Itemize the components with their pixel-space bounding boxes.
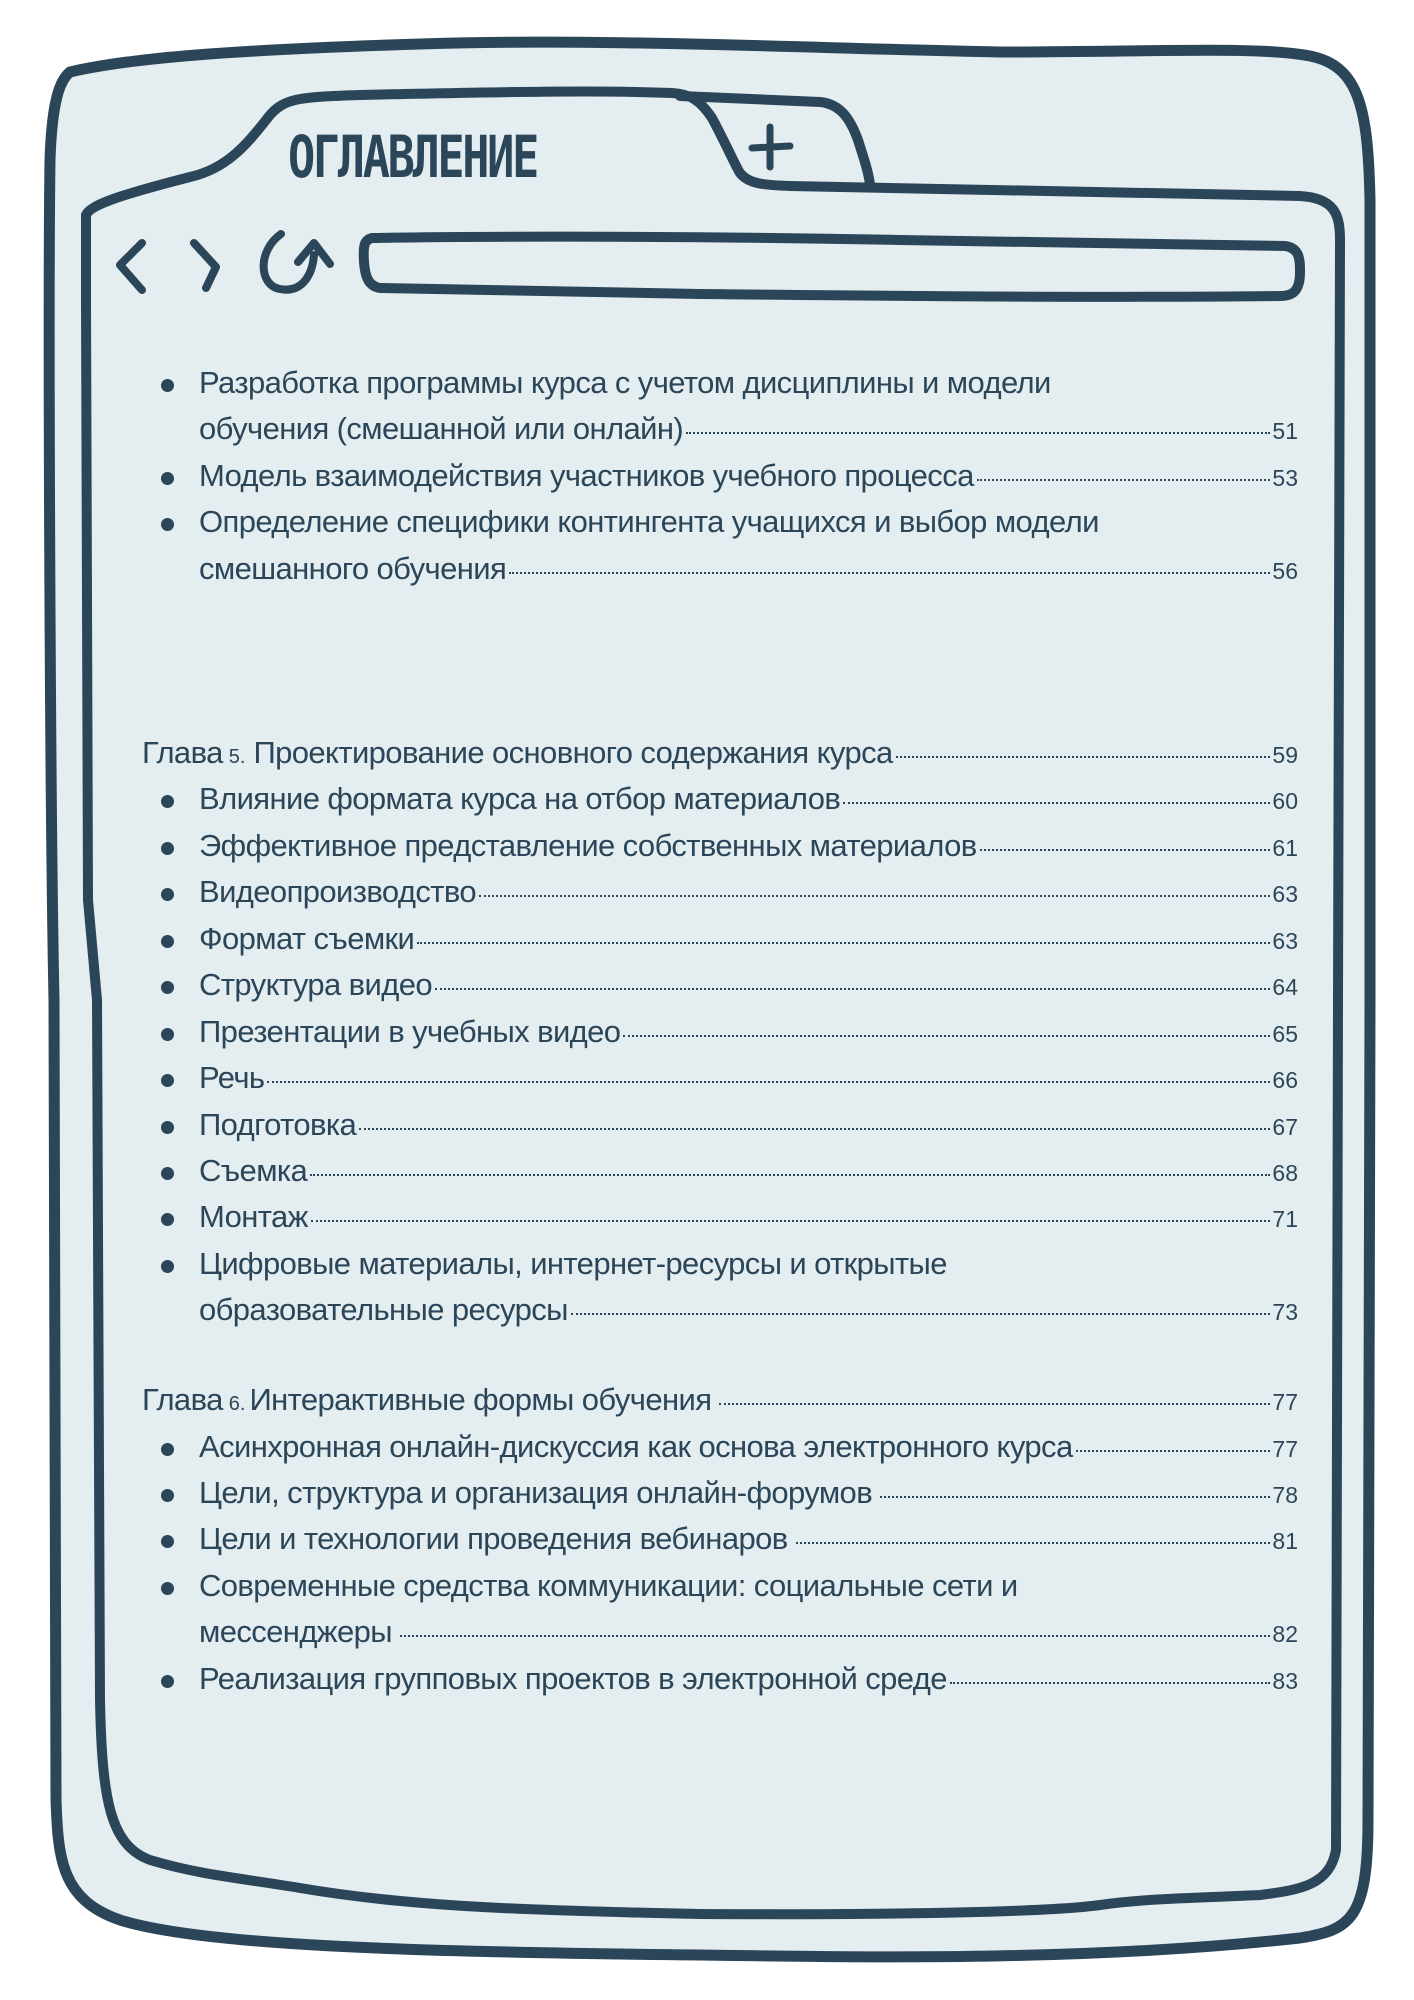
toc-item-text: Речь — [199, 1060, 265, 1095]
toc-item[interactable] — [0, 360, 1414, 406]
bullet-icon — [161, 1213, 174, 1226]
bullet-icon — [161, 1167, 174, 1180]
toc-item-text: Цифровые материалы, интернет-ресурсы и открытые — [199, 1246, 947, 1281]
bullet-icon — [161, 379, 174, 392]
toc-item-text: Асинхронная онлайн-дискуссия как основа электронного курса — [199, 1429, 1073, 1464]
dot-leader — [719, 1403, 1270, 1405]
bullet-icon — [161, 981, 174, 994]
toc-item-text: смешанного обучения — [199, 551, 507, 586]
page-number: 71 — [1272, 1206, 1298, 1232]
page-number: 73 — [1272, 1299, 1298, 1325]
toc-item[interactable] — [0, 1102, 1414, 1148]
page-number: 65 — [1272, 1021, 1298, 1047]
forward-button[interactable] — [188, 235, 228, 295]
toc-item-continuation[interactable] — [0, 1287, 1414, 1333]
dot-leader — [509, 572, 1270, 574]
dot-leader — [310, 1174, 1270, 1176]
toc-item-text: Современные средства коммуникации: социальные сети и — [199, 1568, 1018, 1603]
page-number: 82 — [1272, 1621, 1298, 1647]
dot-leader — [843, 802, 1270, 804]
dot-leader — [880, 1496, 1270, 1498]
toc-item[interactable] — [0, 1424, 1414, 1470]
new-tab-button[interactable] — [748, 122, 794, 168]
toc-item-text: Влияние формата курса на отбор материалов — [199, 781, 841, 816]
page-number: 63 — [1272, 881, 1298, 907]
toc-item-text: Определение специфики контингента учащихся и выбор модели — [199, 504, 1099, 539]
bullet-icon — [161, 472, 174, 485]
bullet-icon — [161, 518, 174, 531]
page-number: 51 — [1272, 418, 1298, 444]
chapter-number: 6. — [228, 1393, 246, 1415]
toc-item-continuation[interactable] — [0, 1609, 1414, 1655]
toc-item[interactable] — [0, 916, 1414, 962]
page-number: 67 — [1272, 1114, 1298, 1140]
chapter-prefix: Глава — [142, 1382, 223, 1417]
page-number: 83 — [1272, 1668, 1298, 1694]
toc-item[interactable] — [0, 1470, 1414, 1516]
dot-leader — [796, 1542, 1271, 1544]
bullet-icon — [161, 935, 174, 948]
dot-leader — [417, 942, 1270, 944]
toc-item[interactable] — [0, 1194, 1414, 1240]
page-number: 53 — [1272, 465, 1298, 491]
dot-leader — [311, 1220, 1271, 1222]
bullet-icon — [161, 795, 174, 808]
bullet-icon — [161, 888, 174, 901]
chapter-heading-5[interactable] — [0, 730, 1414, 776]
chapter-number: 5. — [228, 746, 246, 768]
toc-item-continuation[interactable] — [0, 546, 1414, 592]
toc-item[interactable] — [0, 1148, 1414, 1194]
back-button[interactable] — [112, 235, 152, 295]
tab-title[interactable]: ОГЛАВЛЕНИЕ — [288, 123, 537, 191]
dot-leader — [571, 1313, 1271, 1315]
page-number: 64 — [1272, 974, 1298, 1000]
address-bar-input[interactable] — [362, 234, 1297, 296]
page-number: 77 — [1272, 1389, 1298, 1415]
page-number: 78 — [1272, 1482, 1298, 1508]
chapter-prefix: Глава — [142, 735, 223, 770]
toc-item-text: Цели и технологии проведения вебинаров — [199, 1521, 788, 1556]
toc-item-text: Цели, структура и организация онлайн-форумов — [199, 1475, 873, 1510]
dot-leader — [479, 895, 1270, 897]
toc-item[interactable] — [0, 1055, 1414, 1101]
toc-item-text: образовательные ресурсы — [199, 1292, 568, 1327]
dot-leader — [980, 849, 1271, 851]
toc-item-text: Реализация групповых проектов в электронной среде — [199, 1661, 947, 1696]
bullet-icon — [161, 1074, 174, 1087]
dot-leader — [896, 756, 1271, 758]
page-number: 68 — [1272, 1160, 1298, 1186]
toc-item[interactable] — [0, 453, 1414, 499]
page-number: 56 — [1272, 558, 1298, 584]
bullet-icon — [161, 1582, 174, 1595]
chapter-heading-6[interactable] — [0, 1377, 1414, 1423]
toc-item[interactable] — [0, 1516, 1414, 1562]
page-number: 81 — [1272, 1528, 1298, 1554]
page-number: 63 — [1272, 928, 1298, 954]
bullet-icon — [161, 1489, 174, 1502]
toc-item-text: Эффективное представление собственных материалов — [199, 828, 977, 863]
toc-item[interactable] — [0, 499, 1414, 545]
toc-item-text: Видеопроизводство — [199, 874, 476, 909]
toc-item[interactable] — [0, 776, 1414, 822]
toc-item[interactable] — [0, 1009, 1414, 1055]
toc-item-text: Формат съемки — [199, 921, 415, 956]
toc-item[interactable] — [0, 1656, 1414, 1702]
reload-button[interactable] — [255, 235, 335, 295]
toc-item-text: Структура видео — [199, 967, 433, 1002]
toc-item-text: Модель взаимодействия участников учебного процесса — [199, 458, 974, 493]
bullet-icon — [161, 1675, 174, 1688]
toc-item-text: Разработка программы курса с учетом дисциплины и модели — [199, 365, 1051, 400]
bullet-icon — [161, 1535, 174, 1548]
bullet-icon — [161, 1260, 174, 1273]
bullet-icon — [161, 842, 174, 855]
page-number: 66 — [1272, 1067, 1298, 1093]
toc-item[interactable] — [0, 869, 1414, 915]
toc-item[interactable] — [0, 962, 1414, 1008]
toc-item-text: мессенджеры — [199, 1614, 392, 1649]
dot-leader — [267, 1081, 1270, 1083]
toc-item-text: Подготовка — [199, 1107, 357, 1142]
dot-leader — [977, 479, 1271, 481]
toc-item-text: Презентации в учебных видео — [199, 1014, 621, 1049]
page-number: 77 — [1272, 1436, 1298, 1462]
page-number: 60 — [1272, 788, 1298, 814]
dot-leader — [686, 432, 1270, 434]
dot-leader — [950, 1682, 1271, 1684]
toc-item[interactable] — [0, 823, 1414, 869]
page-number: 61 — [1272, 835, 1298, 861]
page-number: 59 — [1272, 742, 1298, 768]
dot-leader — [623, 1035, 1270, 1037]
dot-leader — [400, 1635, 1271, 1637]
bullet-icon — [161, 1121, 174, 1134]
toc-item-text: обучения (смешанной или онлайн) — [199, 411, 684, 446]
toc-item-text: Съемка — [199, 1153, 308, 1188]
dot-leader — [359, 1128, 1270, 1130]
chapter-title: Проектирование основного содержания курса — [253, 735, 893, 770]
toc-item[interactable] — [0, 1241, 1414, 1287]
toc-item[interactable] — [0, 1563, 1414, 1609]
dot-leader — [435, 988, 1270, 990]
toc-item-continuation[interactable] — [0, 406, 1414, 452]
dot-leader — [1076, 1450, 1271, 1452]
toc-item-text: Монтаж — [199, 1199, 308, 1234]
chapter-title: Интерактивные формы обучения — [249, 1382, 712, 1417]
bullet-icon — [161, 1028, 174, 1041]
bullet-icon — [161, 1443, 174, 1456]
